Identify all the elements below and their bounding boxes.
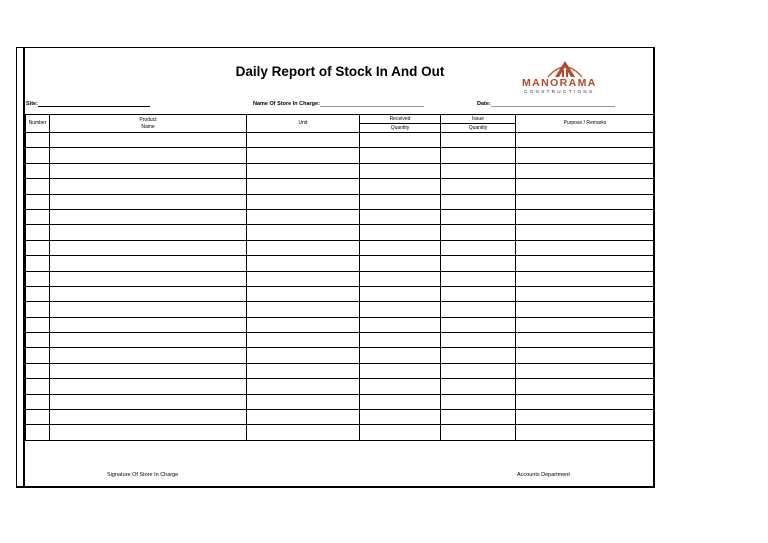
table-cell[interactable] xyxy=(516,225,655,240)
table-cell[interactable] xyxy=(360,179,441,194)
table-row xyxy=(26,148,655,163)
table-cell[interactable] xyxy=(360,271,441,286)
header-unit: Unit xyxy=(247,115,360,133)
table-cell[interactable] xyxy=(360,333,441,348)
table-cell[interactable] xyxy=(26,256,50,271)
table-row xyxy=(26,256,655,271)
table-cell[interactable] xyxy=(441,256,516,271)
table-cell[interactable] xyxy=(247,379,360,394)
table-row xyxy=(26,302,655,317)
table-cell[interactable] xyxy=(516,133,655,148)
table-cell[interactable] xyxy=(247,148,360,163)
table-cell[interactable] xyxy=(516,209,655,224)
table-cell[interactable] xyxy=(360,256,441,271)
table-cell[interactable] xyxy=(360,194,441,209)
table-cell[interactable] xyxy=(26,271,50,286)
table-cell[interactable] xyxy=(516,425,655,440)
date-line[interactable] xyxy=(491,100,615,107)
store-in-charge-line[interactable] xyxy=(320,100,424,107)
report-title: Daily Report of Stock In And Out xyxy=(235,64,445,79)
table-cell[interactable] xyxy=(516,379,655,394)
table-cell[interactable] xyxy=(441,209,516,224)
table-cell[interactable] xyxy=(441,333,516,348)
table-cell[interactable] xyxy=(50,240,247,255)
table-cell[interactable] xyxy=(247,425,360,440)
table-cell[interactable] xyxy=(441,379,516,394)
table-cell[interactable] xyxy=(50,271,247,286)
table-cell[interactable] xyxy=(516,333,655,348)
table-cell[interactable] xyxy=(247,348,360,363)
table-cell[interactable] xyxy=(360,363,441,378)
table-cell[interactable] xyxy=(516,148,655,163)
header-received: Received xyxy=(360,115,441,124)
header-product xyxy=(50,115,247,133)
table-cell[interactable] xyxy=(26,302,50,317)
header-issue: Issue xyxy=(441,115,516,124)
table-cell[interactable] xyxy=(441,271,516,286)
table-cell[interactable] xyxy=(26,148,50,163)
header-issue-quantity: Quantity xyxy=(441,124,516,133)
table-cell[interactable] xyxy=(441,133,516,148)
table-cell[interactable] xyxy=(516,194,655,209)
table-cell[interactable] xyxy=(247,194,360,209)
table-cell[interactable] xyxy=(50,148,247,163)
table-cell[interactable] xyxy=(247,317,360,332)
table-cell[interactable] xyxy=(441,302,516,317)
table-cell[interactable] xyxy=(441,317,516,332)
table-cell[interactable] xyxy=(360,133,441,148)
table-cell[interactable] xyxy=(26,394,50,409)
table-cell[interactable] xyxy=(247,302,360,317)
table-cell[interactable] xyxy=(360,286,441,301)
table-cell[interactable] xyxy=(516,363,655,378)
company-logo xyxy=(518,55,608,95)
table-cell[interactable] xyxy=(360,163,441,178)
table-cell[interactable] xyxy=(50,179,247,194)
table-cell[interactable] xyxy=(50,163,247,178)
table-cell[interactable] xyxy=(50,363,247,378)
table-cell[interactable] xyxy=(50,286,247,301)
table-cell[interactable] xyxy=(50,133,247,148)
table-cell[interactable] xyxy=(247,333,360,348)
stock-table xyxy=(25,114,655,441)
table-row xyxy=(26,379,655,394)
table-row xyxy=(26,194,655,209)
table-cell[interactable] xyxy=(360,209,441,224)
header-number: Number xyxy=(26,115,50,133)
site-field xyxy=(26,100,150,107)
table-cell[interactable] xyxy=(516,271,655,286)
table-cell[interactable] xyxy=(441,163,516,178)
table-cell[interactable] xyxy=(516,317,655,332)
table-row xyxy=(26,225,655,240)
table-cell[interactable] xyxy=(247,394,360,409)
table-cell[interactable] xyxy=(360,225,441,240)
table-cell[interactable] xyxy=(247,133,360,148)
table-cell[interactable] xyxy=(247,256,360,271)
table-cell[interactable] xyxy=(26,240,50,255)
header-received-quantity: Quantity xyxy=(360,124,441,133)
table-cell[interactable] xyxy=(516,179,655,194)
table-cell[interactable] xyxy=(26,225,50,240)
table-cell[interactable] xyxy=(360,240,441,255)
table-cell[interactable] xyxy=(247,209,360,224)
table-cell[interactable] xyxy=(441,225,516,240)
table-cell[interactable] xyxy=(50,194,247,209)
table-cell[interactable] xyxy=(50,302,247,317)
table-cell[interactable] xyxy=(26,348,50,363)
table-cell[interactable] xyxy=(516,302,655,317)
date-field xyxy=(477,100,615,107)
table-cell[interactable] xyxy=(50,379,247,394)
table-cell[interactable] xyxy=(26,363,50,378)
table-cell[interactable] xyxy=(26,179,50,194)
logo-brand: MANORAMA xyxy=(522,77,597,89)
site-line[interactable] xyxy=(38,100,150,107)
table-cell[interactable] xyxy=(50,333,247,348)
table-cell[interactable] xyxy=(26,194,50,209)
header-remarks: Purpose / Remarks xyxy=(516,115,655,133)
table-row xyxy=(26,286,655,301)
table-cell[interactable] xyxy=(247,271,360,286)
table-row xyxy=(26,163,655,178)
header-product-bottom: Name xyxy=(141,123,155,130)
table-cell[interactable] xyxy=(360,394,441,409)
table-row xyxy=(26,394,655,409)
table-cell[interactable] xyxy=(26,410,50,425)
table-row xyxy=(26,240,655,255)
site-label: Site: xyxy=(26,101,38,107)
table-cell[interactable] xyxy=(441,425,516,440)
accounts-label: Accounts Department xyxy=(517,472,570,478)
table-cell[interactable] xyxy=(516,348,655,363)
table-cell[interactable] xyxy=(516,286,655,301)
table-cell[interactable] xyxy=(441,410,516,425)
table-cell[interactable] xyxy=(441,286,516,301)
table-cell[interactable] xyxy=(247,410,360,425)
table-cell[interactable] xyxy=(360,348,441,363)
store-in-charge-field xyxy=(253,100,424,107)
table-cell[interactable] xyxy=(26,163,50,178)
table-row xyxy=(26,348,655,363)
table-cell[interactable] xyxy=(441,348,516,363)
header-product-top: Product xyxy=(139,116,157,123)
table-cell[interactable] xyxy=(26,379,50,394)
table-cell[interactable] xyxy=(441,179,516,194)
table-cell[interactable] xyxy=(50,225,247,240)
table-row xyxy=(26,410,655,425)
table-cell[interactable] xyxy=(360,302,441,317)
table-cell[interactable] xyxy=(247,225,360,240)
table-cell[interactable] xyxy=(360,379,441,394)
table-cell[interactable] xyxy=(516,256,655,271)
table-cell[interactable] xyxy=(516,163,655,178)
table-cell[interactable] xyxy=(50,256,247,271)
table-cell[interactable] xyxy=(360,425,441,440)
table-cell[interactable] xyxy=(26,286,50,301)
table-row xyxy=(26,333,655,348)
table-cell[interactable] xyxy=(26,425,50,440)
date-label: Date: xyxy=(477,101,491,107)
table-cell[interactable] xyxy=(26,333,50,348)
table-cell[interactable] xyxy=(441,194,516,209)
table-row xyxy=(26,133,655,148)
house-logo-icon xyxy=(518,55,608,79)
table-cell[interactable] xyxy=(50,425,247,440)
table-row xyxy=(26,425,655,440)
table-cell[interactable] xyxy=(50,317,247,332)
table-cell[interactable] xyxy=(360,317,441,332)
logo-subtitle: CONSTRUCTIONS xyxy=(524,89,595,94)
table-cell[interactable] xyxy=(247,286,360,301)
table-cell[interactable] xyxy=(247,240,360,255)
table-cell[interactable] xyxy=(441,240,516,255)
table-cell[interactable] xyxy=(516,410,655,425)
table-row xyxy=(26,363,655,378)
table-body xyxy=(26,133,655,441)
table-cell[interactable] xyxy=(247,163,360,178)
table-cell[interactable] xyxy=(441,363,516,378)
table-row xyxy=(26,209,655,224)
table-row xyxy=(26,179,655,194)
table-cell[interactable] xyxy=(247,179,360,194)
table-cell[interactable] xyxy=(50,348,247,363)
table-cell[interactable] xyxy=(441,148,516,163)
table-cell[interactable] xyxy=(50,209,247,224)
table-row xyxy=(26,271,655,286)
table-cell[interactable] xyxy=(360,410,441,425)
table-cell[interactable] xyxy=(26,317,50,332)
table-cell[interactable] xyxy=(26,209,50,224)
signature-label: Signature Of Store In Charge xyxy=(107,472,179,478)
table-cell[interactable] xyxy=(441,394,516,409)
table-cell[interactable] xyxy=(26,133,50,148)
table-cell[interactable] xyxy=(50,410,247,425)
table-cell[interactable] xyxy=(247,363,360,378)
table-cell[interactable] xyxy=(50,394,247,409)
table-cell[interactable] xyxy=(360,148,441,163)
table-cell[interactable] xyxy=(516,240,655,255)
table-row xyxy=(26,317,655,332)
table-cell[interactable] xyxy=(516,394,655,409)
store-in-charge-label: Name Of Store In Charge: xyxy=(253,101,320,107)
